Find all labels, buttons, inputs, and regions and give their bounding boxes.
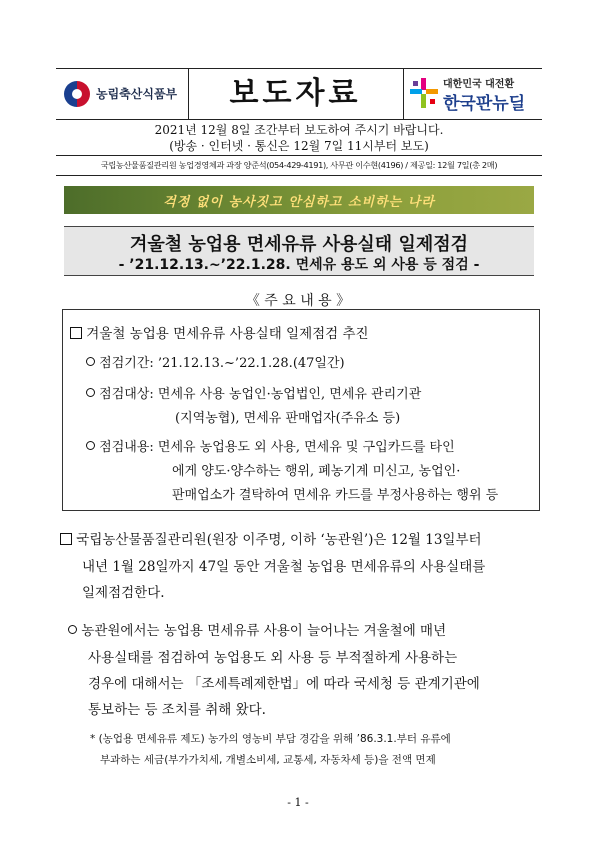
embargo-broadcast-notice: (방송 · 인터넷 · 통신은 12월 7일 11시부터 보도) — [169, 139, 429, 153]
summary-content-cont-2: 판매업소가 결탁하여 면세유 카드를 부정사용하는 행위 등 — [172, 488, 499, 503]
slogan-text: 걱정 없이 농사짓고 안심하고 소비하는 나라 — [163, 195, 435, 210]
headline-subtitle: - ’21.12.13.~’22.1.28. 면세유 용도 외 사용 등 점검 - — [118, 257, 480, 273]
summary-target: 점검대상: 면세유 사용 농업인·농업법인, 면세유 관리기관 — [86, 383, 421, 402]
circle-bullet-icon — [86, 441, 95, 450]
slogan-banner — [64, 186, 534, 214]
new-deal-title: 한국판뉴딜 — [443, 94, 526, 114]
summary-content-cont: 에게 양도·양수하는 행위, 폐농기계 미신고, 농업인· — [172, 464, 461, 479]
summary-period: 점검기간: ’21.12.13.~’22.1.28.(47일간) — [86, 352, 345, 371]
page-number: - 1 - — [287, 796, 309, 809]
summary-heading: 《 주 요 내 용 》 — [0, 290, 596, 310]
body-paragraph-2: 농관원에서는 농업용 면세유류 사용이 늘어나는 겨울철에 매년 — [68, 619, 446, 639]
new-deal-tagline: 대한민국 대전환 — [443, 79, 515, 90]
body-paragraph-2-line-4: 통보하는 등 조치를 취해 왔다. — [88, 702, 266, 718]
square-bullet-icon — [70, 327, 82, 339]
embargo-notice: 2021년 12월 8일 조간부터 보도하여 주시기 바랍니다. — [154, 123, 444, 137]
body-paragraph-1-line-2: 내년 1월 28일까지 47일 동안 겨울철 농업용 면세유류의 사용실태를 — [82, 559, 486, 575]
document-type-title: 보도자료 — [188, 69, 404, 119]
summary-target-cont: (지역농협), 면세유 판매업자(주유소 등) — [175, 411, 401, 426]
ministry-name: 농림축산식품부 — [96, 87, 178, 101]
body-paragraph-1-line-3: 일제점검한다. — [82, 585, 165, 601]
contact-info: 국립농산물품질관리원 농업경영체과 과장 양준석(054-429-4191), 사무관 이수현(4196) / 제공일: 12월 7일(총 2매) — [56, 155, 542, 176]
government-emblem-icon — [64, 81, 90, 107]
footnote-line-1: * (농업용 면세유류 제도) 농가의 영농비 부담 경감을 위해 ’86.3.1.부터 유류에 — [90, 733, 451, 745]
square-bullet-icon — [60, 533, 72, 545]
ministry-logo — [56, 69, 189, 119]
summary-content: 점검내용: 면세유 농업용도 외 사용, 면세유 및 구입카드를 타인 — [86, 436, 455, 455]
headline-box — [64, 226, 534, 276]
headline-title: 겨울철 농업용 면세유류 사용실태 일제점검 — [129, 234, 469, 255]
press-release-header — [56, 68, 542, 120]
new-deal-mark-icon — [409, 77, 439, 111]
circle-bullet-icon — [86, 357, 95, 366]
summary-item: 겨울철 농업용 면세유류 사용실태 일제점검 추진 — [70, 322, 369, 342]
body-paragraph-2-line-2: 사용실태를 점검하여 농업용도 외 사용 등 부적절하게 사용하는 — [88, 650, 458, 666]
body-paragraph-1: 국립농산물품질관리원(원장 이주명, 이하 ‘농관원’)은 12월 13일부터 — [60, 528, 482, 548]
body-paragraph-2-line-3: 경우에 대해서는 「조세특례제한법」에 따라 국세청 등 관계기관에 — [88, 676, 480, 692]
footnote-line-2: 부과하는 세금(부가가치세, 개별소비세, 교통세, 자동차세 등)을 전액 면제 — [100, 754, 436, 766]
circle-bullet-icon — [68, 625, 77, 634]
korean-new-deal-logo — [403, 69, 542, 119]
circle-bullet-icon — [86, 388, 95, 397]
